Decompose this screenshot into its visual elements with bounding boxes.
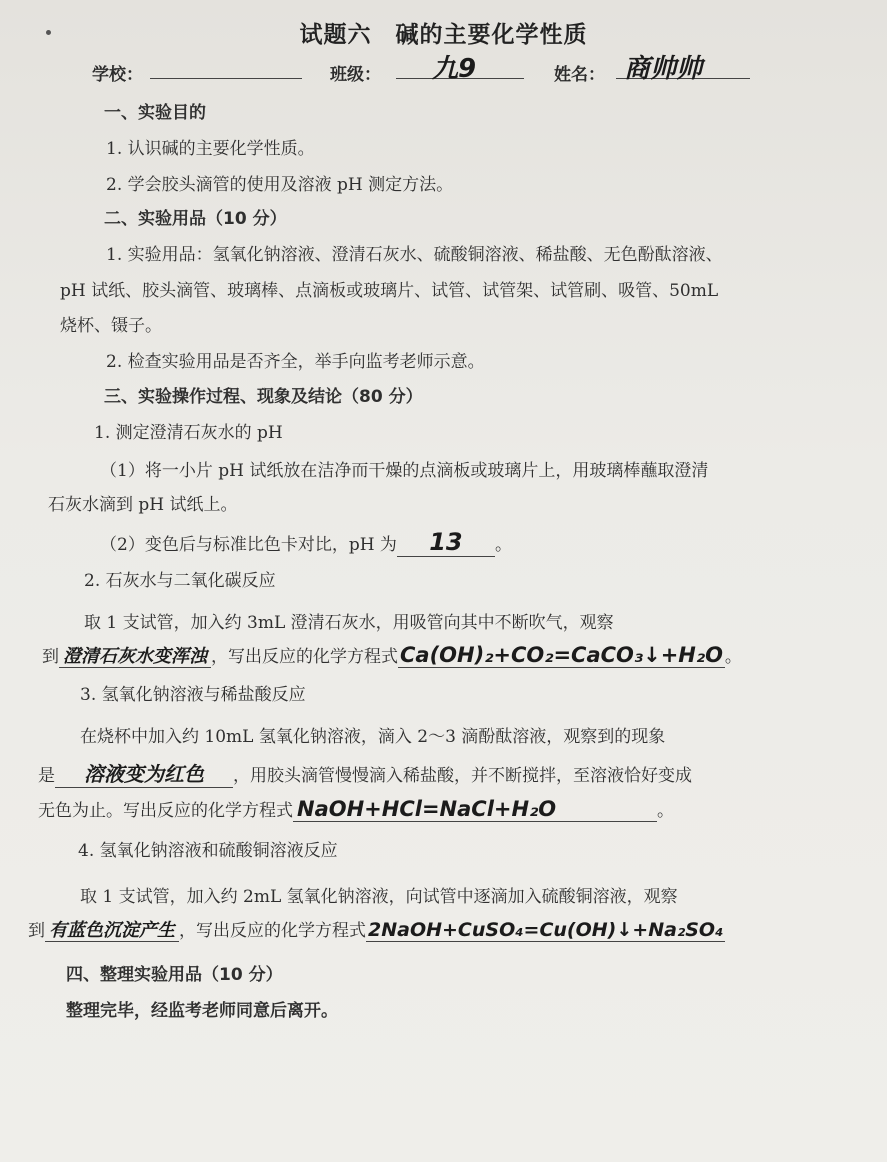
objective-1: 1. 认识碱的主要化学性质。 (106, 139, 315, 159)
materials-line-2: pH 试纸、胶头滴管、玻璃棒、点滴板或玻璃片、试管、试管架、试管刷、吸管、50mL (60, 281, 719, 301)
q3-text-a: 在烧杯中加入约 10mL 氢氧化钠溶液，滴入 2～3 滴酚酞溶液，观察到的现象 (80, 727, 666, 747)
closing-text: 整理完毕，经监考老师同意后离开。 (66, 1001, 338, 1021)
q3-equation-answer: NaOH+HCl=NaCl+H₂O (293, 797, 657, 822)
materials-line-3: 烧杯、镊子。 (60, 316, 162, 336)
q2-equation-prompt: ，写出反应的化学方程式 (211, 647, 398, 667)
q3-instruction: ，用胶头滴管慢慢滴入稀盐酸，并不断搅拌，至溶液恰好变成 (233, 766, 692, 786)
section-4-heading: 四、整理实验用品（10 分） (66, 965, 283, 985)
materials-check: 2. 检查实验用品是否齐全，举手向监考老师示意。 (106, 352, 485, 372)
q4-prefix: 到 (28, 921, 45, 941)
q2-observation-answer: 澄清石灰水变浑浊 (59, 646, 211, 668)
ph-answer: 13 (397, 528, 495, 557)
q4-equation-answer: 2NaOH+CuSO₄=Cu(OH)↓+Na₂SO₄ (368, 919, 724, 941)
school-label: 学校： (92, 65, 143, 85)
name-value: 商帅帅 (624, 54, 703, 84)
section-3-heading: 三、实验操作过程、现象及结论（80 分） (104, 387, 423, 407)
q3-prefix: 是 (38, 766, 55, 786)
name-label: 姓名： (554, 65, 605, 85)
q4-observation-answer: 有蓝色沉淀产生 (45, 920, 179, 942)
page-title: 试题六 碱的主要化学性质 (299, 22, 588, 48)
section-1-heading: 一、实验目的 (104, 103, 206, 123)
materials-line-1: 1. 实验用品：氢氧化钠溶液、澄清石灰水、硫酸铜溶液、稀盐酸、无色酚酞溶液、 (106, 245, 723, 265)
q1-step-1a: （1）将一小片 pH 试纸放在洁净而干燥的点滴板或玻璃片上，用玻璃棒蘸取澄清 (100, 461, 709, 481)
question-3-title: 3. 氢氧化钠溶液与稀盐酸反应 (80, 685, 306, 705)
q3-text-c: 无色为止。写出反应的化学方程式 NaOH+HCl=NaCl+H₂O 。 (38, 797, 674, 821)
q2-text-a: 取 1 支试管，加入约 3mL 澄清石灰水，用吸管向其中不断吹气，观察 (84, 613, 614, 633)
question-2-title: 2. 石灰水与二氧化碳反应 (84, 571, 276, 591)
q3-text-b (38, 758, 692, 788)
q3-equation-prompt: 无色为止。写出反应的化学方程式 (38, 801, 293, 821)
q4-equation-prompt: ，写出反应的化学方程式 (179, 921, 366, 941)
class-label: 班级： (330, 65, 381, 85)
q3-observation-answer: 溶液变为红色 (55, 758, 233, 788)
objective-2: 2. 学会胶头滴管的使用及溶液 pH 测定方法。 (106, 175, 454, 195)
q4-text-b (28, 916, 725, 942)
q2-equation-answer: Ca(OH)₂+CO₂=CaCO₃↓+H₂O (400, 643, 723, 667)
q1-step-1b: 石灰水滴到 pH 试纸上。 (48, 495, 238, 515)
class-value: 九9 (432, 54, 477, 84)
question-1-title: 1. 测定澄清石灰水的 pH (94, 423, 283, 443)
q1-step-2-text: （2）变色后与标准比色卡对比，pH 为 (100, 535, 397, 555)
q2-prefix: 到 (42, 647, 59, 667)
question-4-title: 4. 氢氧化钠溶液和硫酸铜溶液反应 (78, 841, 338, 861)
q2-text-b: 到 澄清石灰水变浑浊 ，写出反应的化学方程式Ca(OH)₂+CO₂=CaCO₃↓+H₂O 。 (42, 643, 742, 667)
school-field (150, 78, 302, 79)
q1-step-2: （2）变色后与标准比色卡对比，pH 为 13 。 (100, 528, 512, 556)
section-2-heading: 二、实验用品（10 分） (104, 209, 287, 229)
q4-text-a: 取 1 支试管，加入约 2mL 氢氧化钠溶液，向试管中逐滴加入硫酸铜溶液，观察 (80, 887, 678, 907)
